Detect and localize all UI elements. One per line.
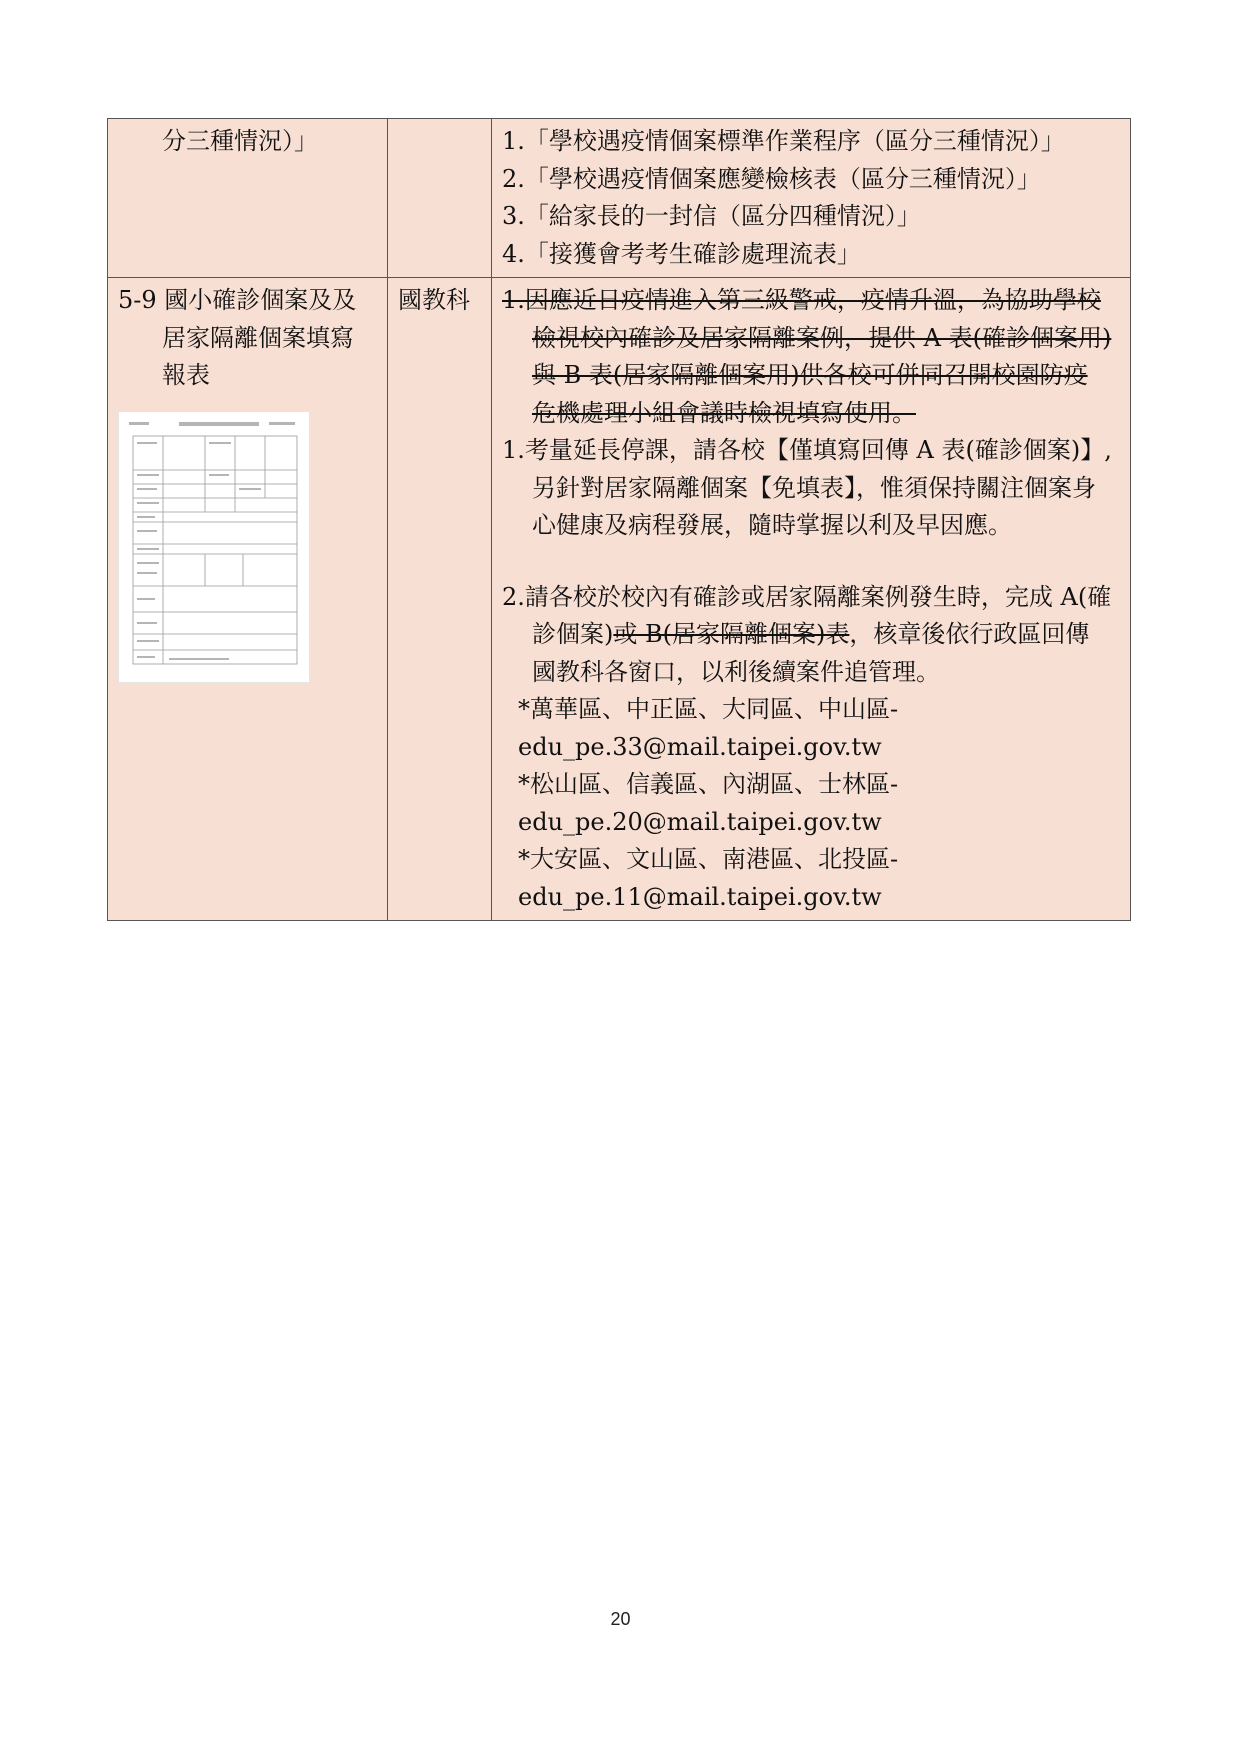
description-cell — [492, 278, 1131, 921]
unit-cell — [388, 119, 492, 278]
district-contact — [502, 766, 1122, 841]
desc-text: 診個案) — [532, 620, 614, 648]
page-number: 20 — [610, 1609, 631, 1629]
struck-text: 或 B(居家隔離個案)表 — [613, 620, 850, 648]
struck-line: 檢視校內確診及居家隔離案例，提供 A 表(確診個案用) — [532, 323, 1112, 352]
item-cell — [108, 119, 388, 278]
district-email: edu_pe.33@mail.taipei.gov.tw — [518, 732, 882, 761]
desc-line: 另針對居家隔離個案【免填表】，惟須保持關注個案身 — [532, 473, 1096, 502]
item-title-cont: 報表 — [162, 361, 210, 389]
item-cell — [108, 278, 388, 921]
district-email: edu_pe.20@mail.taipei.gov.tw — [518, 807, 882, 836]
table-row — [108, 119, 1131, 278]
desc-item-1 — [502, 432, 1122, 545]
desc-line: 2.「學校遇疫情個案應變檢核表（區分三種情況）」 — [502, 164, 1041, 193]
desc-line: 1.考量延長停課，請各校【僅填寫回傳 A 表(確診個案)】, — [502, 436, 1112, 464]
desc-line: 1.「學校遇疫情個案標準作業程序（區分三種情況）」 — [502, 127, 1065, 155]
table-row — [108, 278, 1131, 921]
struck-line: 與 B 表(居家隔離個案用)供各校可併同召開校園防疫 — [532, 361, 1088, 389]
struck-line: 1.因應近日疫情進入第三級警戒，疫情升溫，為協助學校 — [502, 286, 1101, 314]
district-contact — [502, 841, 1122, 916]
district-areas: *大安區、文山區、南港區、北投區- — [518, 845, 899, 873]
desc-line: 4.「接獲會考考生確診處理流表」 — [502, 239, 861, 268]
item-title-cont: 居家隔離個案填寫 — [162, 323, 354, 352]
desc-text: ，核章後依行政區回傳 — [849, 620, 1090, 648]
desc-line: 2.請各校於校內有確診或居家隔離案例發生時，完成 A(確 — [502, 582, 1112, 611]
desc-line: 國教科各窗口，以利後續案件追管理。 — [532, 657, 940, 686]
desc-line: 心健康及病程發展，隨時掌握以利及早因應。 — [532, 511, 1012, 539]
description-cell — [492, 119, 1131, 278]
district-areas: *萬華區、中正區、大同區、中山區- — [518, 695, 899, 723]
item-text: 分三種情況）」 — [162, 127, 318, 155]
spacer — [502, 545, 1122, 579]
form-thumbnail-icon — [118, 411, 310, 683]
desc-line — [502, 616, 1122, 654]
unit-text: 國教科 — [398, 286, 470, 314]
desc-item-2 — [502, 579, 1122, 692]
unit-cell — [388, 278, 492, 921]
district-areas: *松山區、信義區、內湖區、士林區- — [518, 770, 899, 798]
item-title: 5-9 國小確診個案及及 — [118, 286, 357, 314]
struck-line: 危機處理小組會議時檢視填寫使用。 — [532, 398, 916, 427]
struck-item — [502, 282, 1122, 432]
desc-line: 3.「給家長的一封信（區分四種情況）」 — [502, 202, 921, 230]
district-email: edu_pe.11@mail.taipei.gov.tw — [518, 882, 882, 911]
document-table — [107, 118, 1131, 921]
district-contact — [502, 691, 1122, 766]
